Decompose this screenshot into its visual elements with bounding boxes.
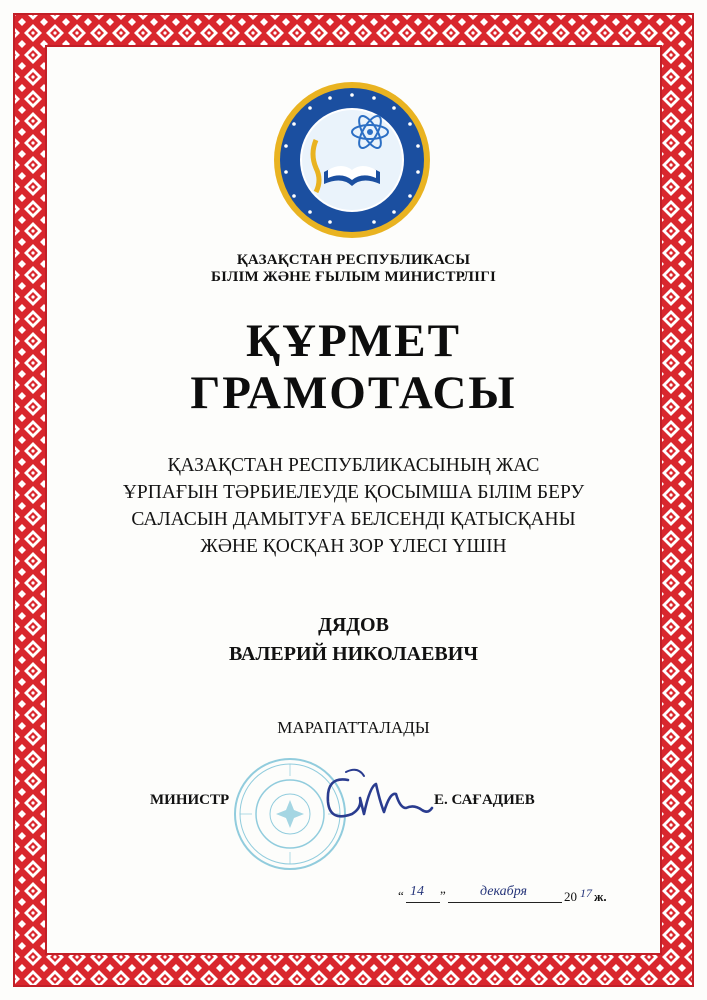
certificate-title-line2: ГРАМОТАСЫ xyxy=(190,367,517,419)
date-month-line xyxy=(448,902,562,903)
date-month: декабря xyxy=(480,884,528,899)
signature xyxy=(318,762,436,834)
date-day-line xyxy=(406,902,440,903)
issue-date xyxy=(398,884,628,912)
certificate-title-line1: ҚҰРМЕТ xyxy=(246,315,461,367)
date-close-quote: ” xyxy=(440,888,446,903)
award-reason-line2: ҰРПАҒЫН ТӘРБИЕЛЕУДЕ ҚОСЫМША БІЛІМ БЕРУ xyxy=(122,482,585,503)
recipient-surname: ДЯДОВ xyxy=(318,614,389,636)
date-day: 14 xyxy=(410,884,424,899)
ministry-emblem xyxy=(272,80,432,240)
award-reason-line4: ЖӘНЕ ҚОСҚАН ЗОР ҮЛЕСІ ҮШІН xyxy=(200,536,507,557)
date-year-suffix: 17 xyxy=(580,886,592,900)
ministry-name-line2: БІЛІМ ЖӘНЕ ҒЫЛЫМ МИНИСТРЛІГІ xyxy=(210,269,496,285)
signatory-name: Е. САҒАДИЕВ xyxy=(434,792,535,808)
date-open-quote: “ xyxy=(398,888,404,903)
award-reason-line1: ҚАЗАҚСТАН РЕСПУБЛИКАСЫНЫҢ ЖАС xyxy=(167,455,540,476)
date-year-prefix: 20 xyxy=(564,889,577,904)
signatory-role: МИНИСТР xyxy=(150,792,230,808)
awarded-label: МАРАПАТТАЛАДЫ xyxy=(277,718,430,737)
date-suffix: ж. xyxy=(594,889,607,904)
recipient-given-names: ВАЛЕРИЙ НИКОЛАЕВИЧ xyxy=(228,643,479,665)
ministry-name-line1: ҚАЗАҚСТАН РЕСПУБЛИКАСЫ xyxy=(236,252,471,268)
award-reason-line3: САЛАСЫН ДАМЫТУҒА БЕЛСЕНДІ ҚАТЫСҚАНЫ xyxy=(131,509,576,530)
